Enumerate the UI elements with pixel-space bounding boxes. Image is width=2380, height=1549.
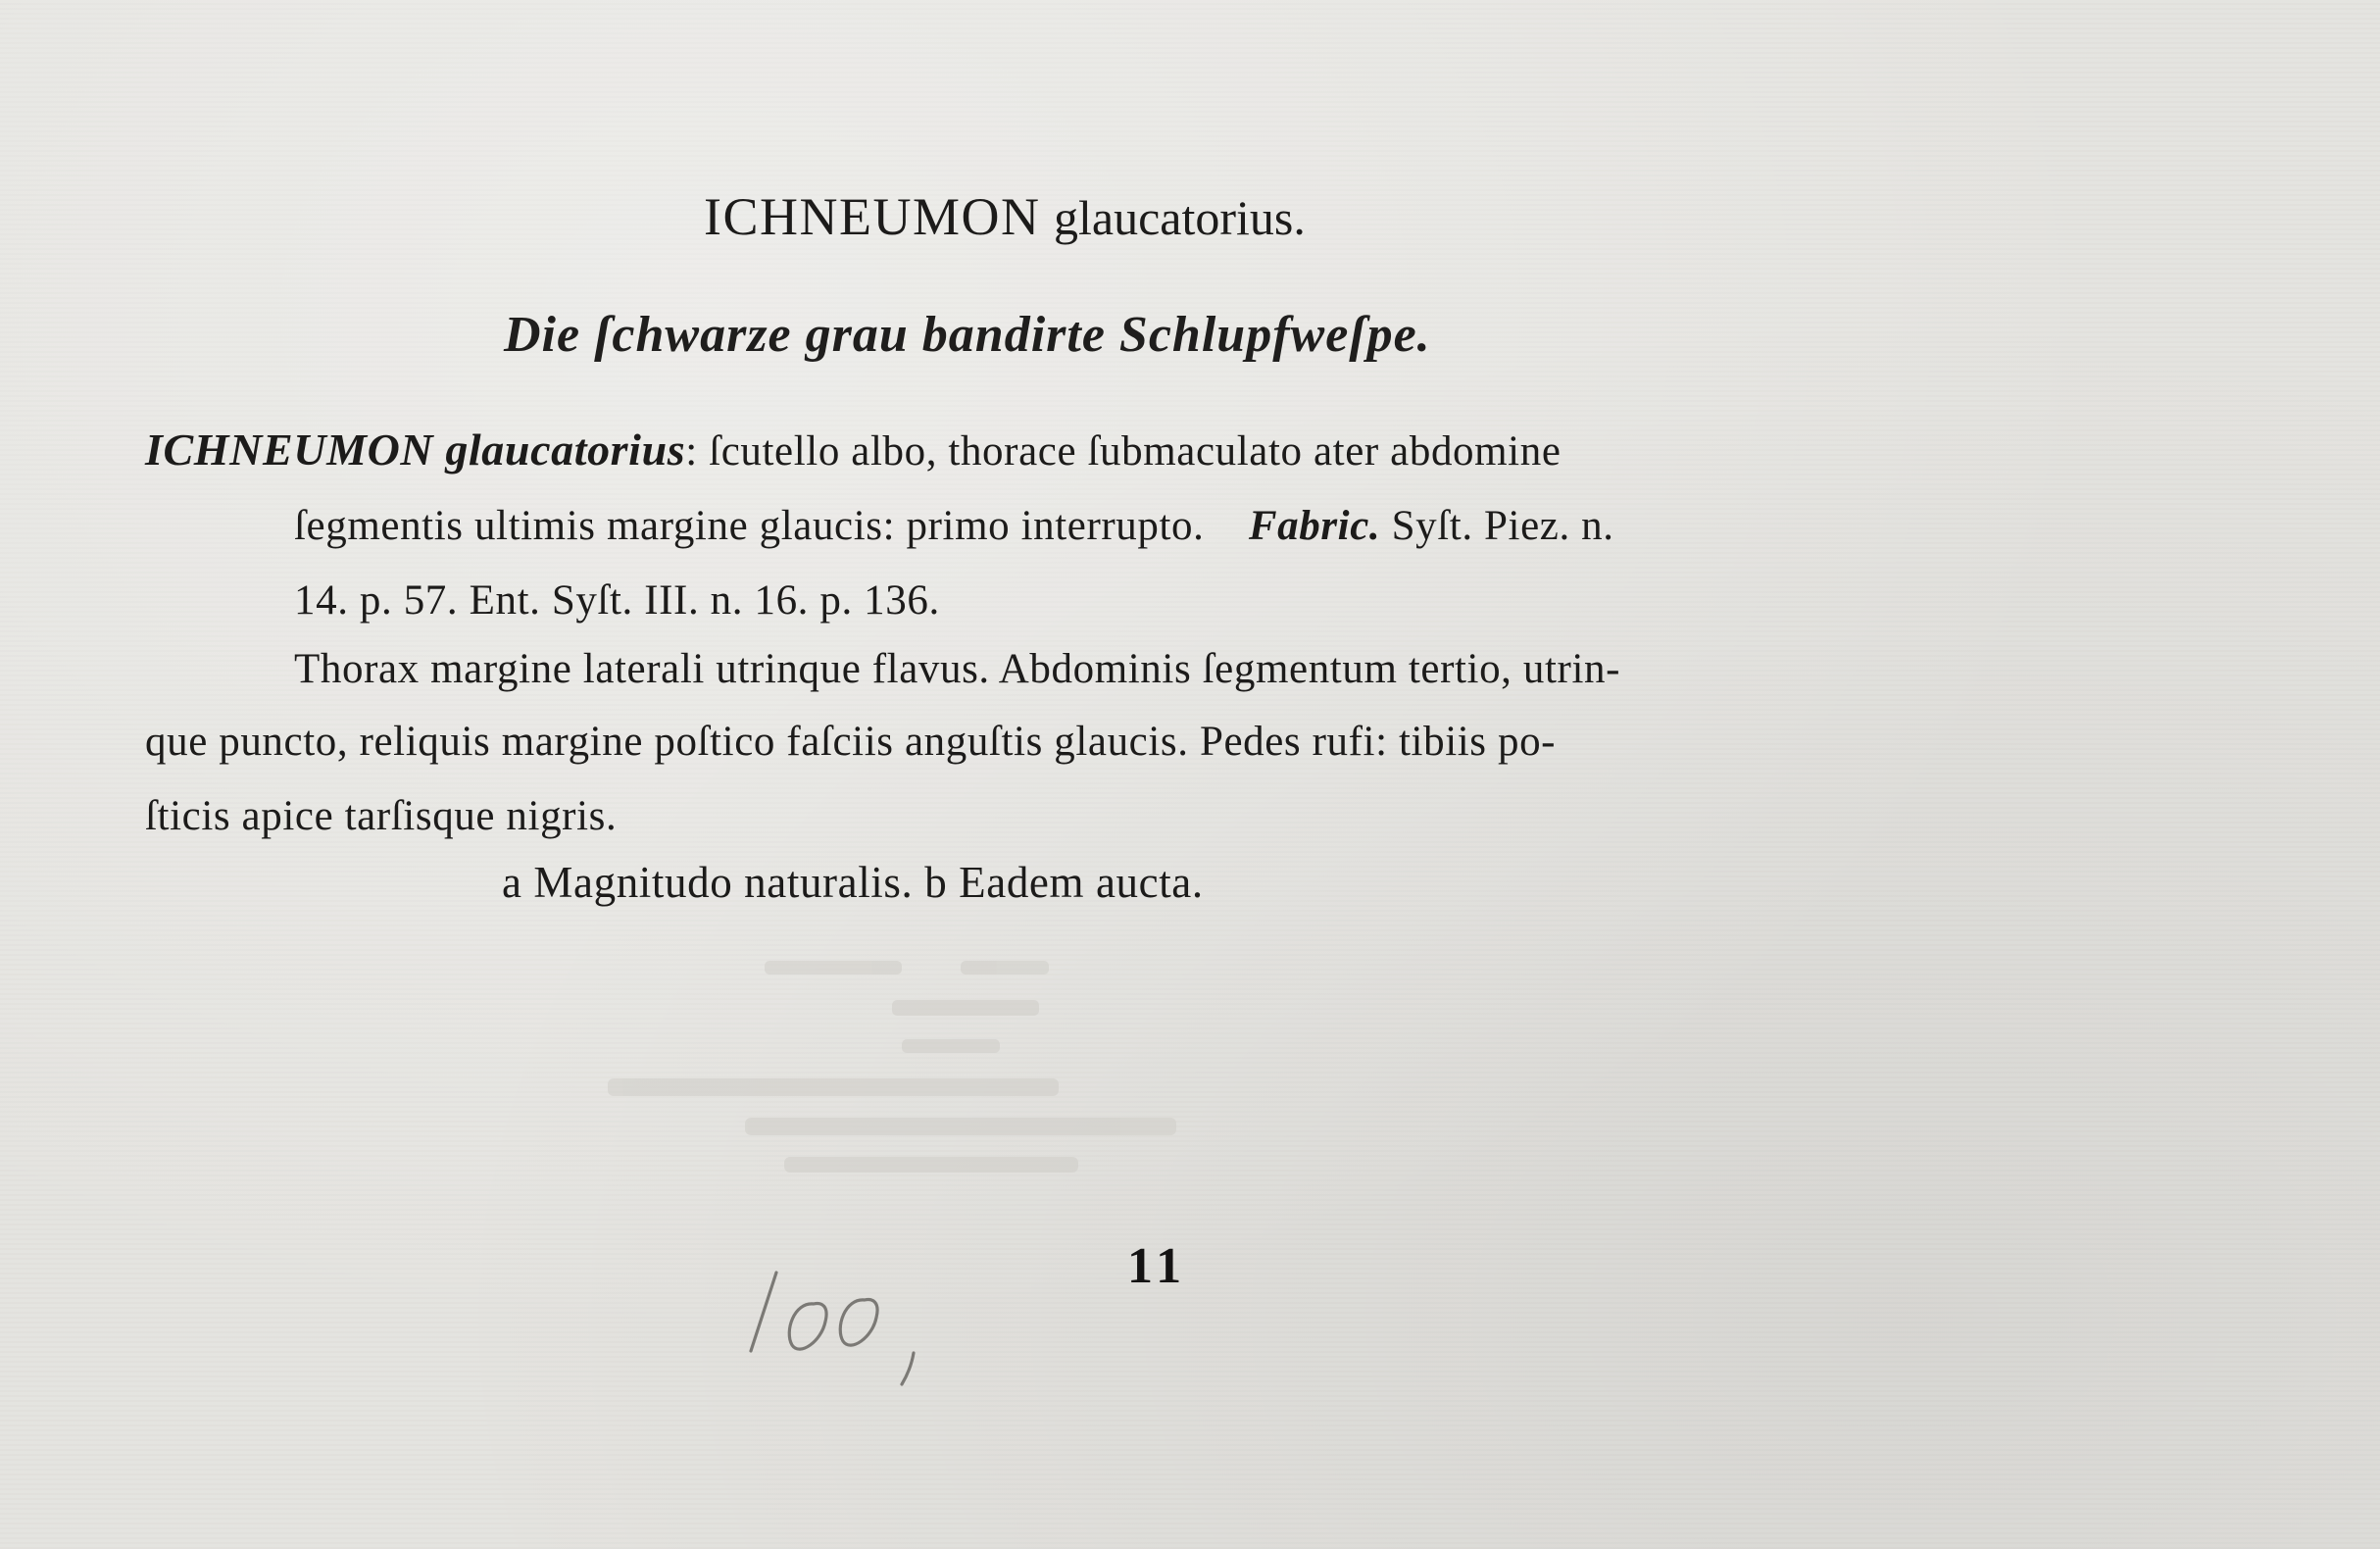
description-line-5: que puncto, reliquis margine poſtico faſciis anguſtis glaucis. Pedes rufi: tibiis po- [145, 719, 1557, 765]
description-line-6: ſticis apice tarſisque nigris. [145, 793, 618, 839]
title-species: glaucatorius. [1054, 190, 1306, 245]
title-genus: ICHNEUMON [704, 187, 1041, 246]
description-line-2-ref-text: Syſt. Piez. n. [1391, 503, 1614, 549]
description-line-2 [294, 502, 1614, 550]
description-line-2-text: ſegmentis ultimis margine glaucis: primo interrupto. [294, 503, 1205, 549]
german-common-name: Die ſchwarze grau bandirte Schlupfweſpe. [504, 307, 1431, 363]
page-title [704, 186, 1478, 247]
description-line-4: Thorax margine laterali utrinque flavus. Abdominis ſegmentum tertio, utrin- [294, 646, 1621, 692]
page-number: 11 [1127, 1238, 1188, 1294]
figure-caption: a Magnitudo naturalis. b Eadem aucta. [502, 858, 1204, 907]
description-line-1 [145, 424, 1562, 475]
description-line-1-text: : ſcutello albo, thorace ſubmaculato ater abdomine [685, 428, 1562, 475]
handwritten-pencil-note [737, 1243, 933, 1390]
fabricius-reference: Fabric. [1248, 503, 1381, 549]
species-name: ICHNEUMON glaucatorius [145, 425, 686, 475]
reverse-side-bleedthrough [588, 941, 1333, 1196]
description-line-3: 14. p. 57. Ent. Syſt. III. n. 16. p. 136. [294, 577, 940, 624]
